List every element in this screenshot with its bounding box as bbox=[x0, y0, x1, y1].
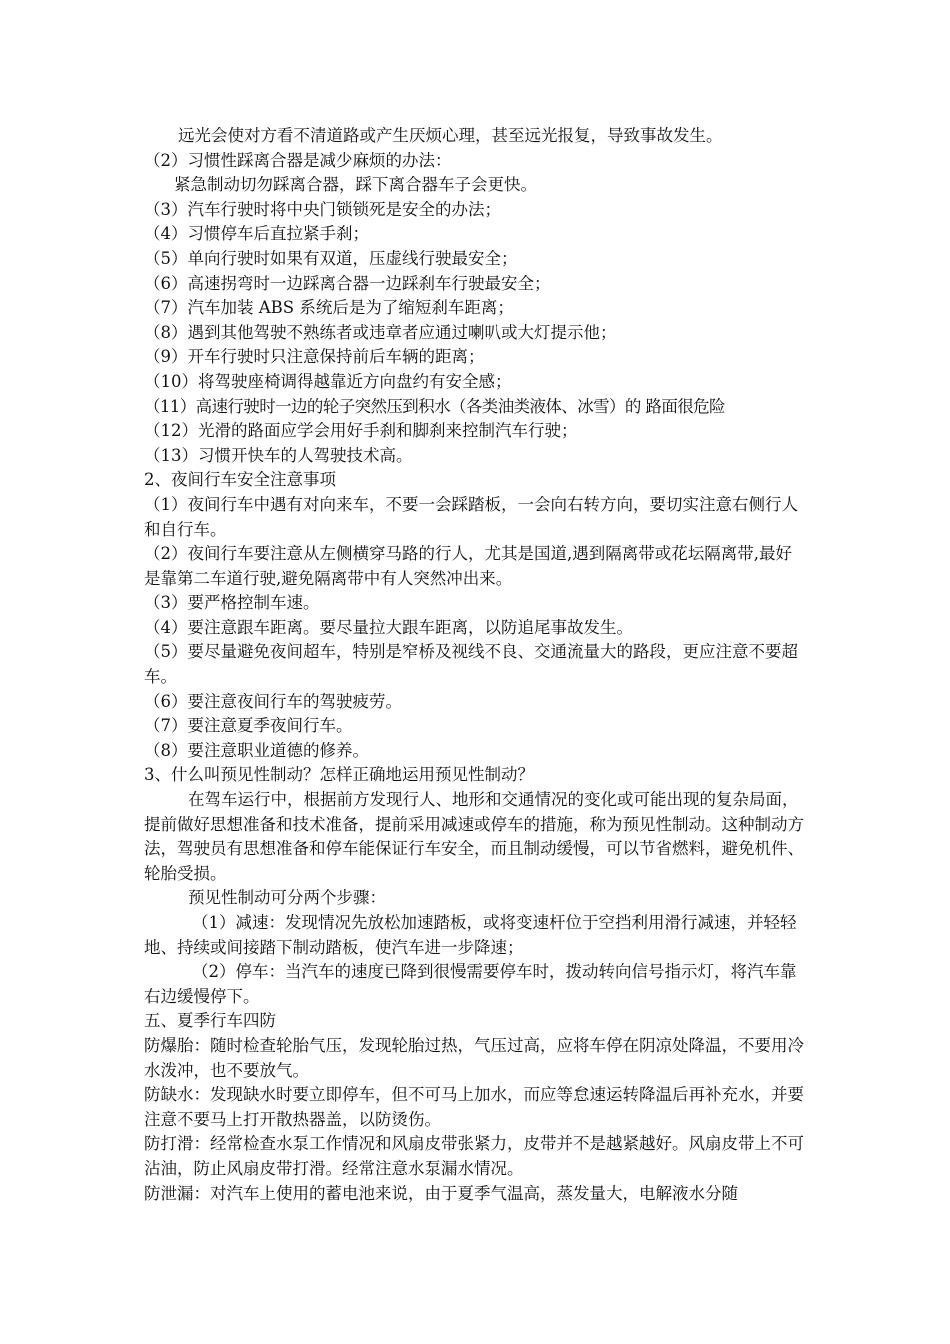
list-item-8: （8）遇到其他驾驶不熟练者或违章者应通过喇叭或大灯提示他； bbox=[144, 322, 617, 342]
list-item-2: （2）习惯性踩离合器是减少麻烦的办法： bbox=[144, 150, 452, 170]
list-item-11: （11）高速行驶时一边的轮子突然压到积水（各类油类液体、冰雪）的 路面很危险 bbox=[144, 396, 725, 416]
paragraph-predictive-braking: 在驾车运行中，根据前方发现行人、地形和交通情况的变化或可能出现的复杂局面，提前做好思想准备和技术准备，提前采用减速或停车的措施，称为预见性制动。这种制动方法，驾驶员有思想准备和停车能保证行车安全，而且制动缓慢，可以节省燃料，避免机件、轮胎受损。 bbox=[144, 790, 804, 883]
list-item-7: （7）汽车加装 ABS 系统后是为了缩短刹车距离； bbox=[144, 298, 514, 318]
step-slow-down: （1）减速：发现情况先放松加速踏板，或将变速杆位于空挡利用滑行减速，并轻轻地、持续或间接踏下制动踏板，使汽车进一步降速； bbox=[144, 913, 797, 957]
night-item-8: （8）要注意职业道德的修养。 bbox=[144, 740, 369, 760]
paragraph-clutch-note: 紧急制动切勿踩离合器，踩下离合器车子会更快。 bbox=[174, 175, 537, 195]
list-item-9: （9）开车行驶时只注意保持前后车辆的距离； bbox=[144, 347, 485, 367]
night-item-7: （7）要注意夏季夜间行车。 bbox=[144, 716, 353, 736]
night-item-4: （4）要注意跟车距离。要尽量拉大跟车距离，以防追尾事故发生。 bbox=[144, 617, 633, 637]
section-heading-night-driving: 2、夜间行车安全注意事项 bbox=[144, 470, 336, 490]
paragraph-leakage: 防泄漏：对汽车上使用的蓄电池来说，由于夏季气温高，蒸发量大，电解液水分随 bbox=[144, 1183, 738, 1203]
list-item-3: （3）汽车行驶时将中央门锁锁死是安全的办法； bbox=[144, 199, 501, 219]
paragraph-belt-slip: 防打滑：经常检查水泵工作情况和风扇皮带张紧力，皮带并不是越紧越好。风扇皮带上不可沾油，防止风扇皮带打滑。经常注意水泵漏水情况。 bbox=[144, 1134, 804, 1178]
step-stop: （2）停车：当汽车的速度已降到很慢需要停车时，拨动转向信号指示灯，将汽车靠右边缓慢停下。 bbox=[144, 962, 797, 1006]
list-item-10: （10）将驾驶座椅调得越靠近方向盘约有安全感； bbox=[144, 371, 512, 391]
paragraph-tire-blowout: 防爆胎：随时检查轮胎气压，发现轮胎过热，气压过高，应将车停在阴凉处降温，不要用冷水泼冲，也不要放气。 bbox=[144, 1035, 804, 1080]
list-item-13: （13）习惯开快车的人驾驶技术高。 bbox=[144, 445, 413, 465]
list-item-4: （4）习惯停车后直拉紧手刹； bbox=[144, 224, 369, 244]
night-item-6: （6）要注意夜间行车的驾驶疲劳。 bbox=[144, 691, 402, 711]
paragraph-water-shortage: 防缺水：发现缺水时要立即停车，但不可马上加水，而应等怠速运转降温后再补充水，并要注意不要马上打开散热器盖，以防烫伤。 bbox=[144, 1085, 804, 1129]
night-item-3: （3）要严格控制车速。 bbox=[144, 593, 320, 613]
list-item-6: （6）高速拐弯时一边踩离合器一边踩刹车行驶最安全； bbox=[144, 273, 551, 293]
paragraph-two-steps: 预见性制动可分两个步骤： bbox=[188, 888, 386, 908]
night-item-2: （2）夜间行车要注意从左侧横穿马路的行人，尤其是国道,遇到隔离带或花坛隔离带,最好是靠第二车道行驶,避免隔离带中有人突然冲出来。 bbox=[144, 544, 792, 588]
night-item-1: （1）夜间行车中遇有对向来车，不要一会踩踏板，一会向右转方向，要切实注意右侧行人和自行车。 bbox=[144, 494, 798, 539]
list-item-12: （12）光滑的路面应学会用好手刹和脚刹来控制汽车行驶； bbox=[144, 421, 578, 441]
document-body bbox=[144, 124, 808, 1206]
list-item-5: （5）单向行驶时如果有双道，压虚线行驶最安全； bbox=[144, 248, 518, 268]
section-heading-summer-driving: 五、夏季行车四防 bbox=[144, 1011, 276, 1031]
section-heading-predictive-braking: 3、什么叫预见性制动？怎样正确地运用预见性制动？ bbox=[144, 765, 534, 785]
night-item-5: （5）要尽量避免夜间超车，特别是窄桥及视线不良、交通流量大的路段，更应注意不要超车。 bbox=[144, 642, 798, 687]
paragraph-high-beam: 远光会使对方看不清道路或产生厌烦心理，甚至远光报复，导致事故发生。 bbox=[178, 126, 723, 145]
